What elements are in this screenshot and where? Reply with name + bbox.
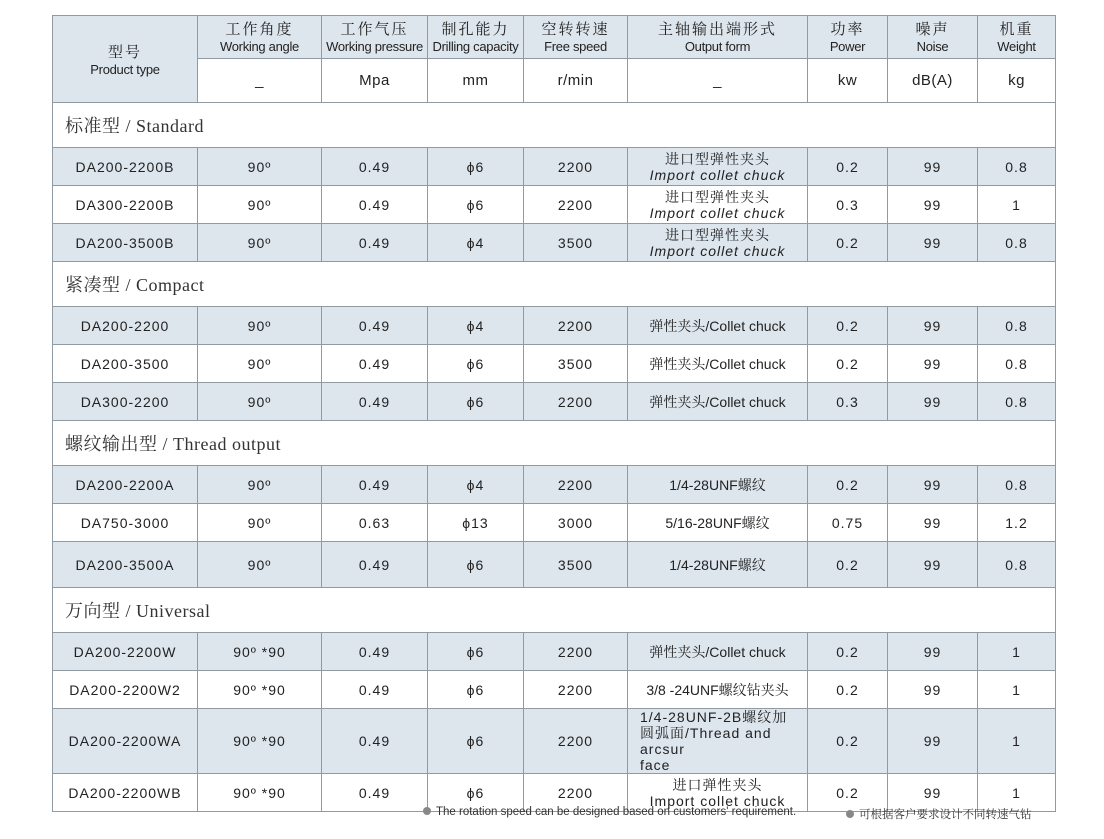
unit-row — [53, 59, 1056, 103]
header-en: Product type — [90, 61, 160, 77]
cell-noise: 99 — [888, 504, 978, 542]
unit-drilling-capacity: mm — [428, 59, 524, 103]
footnote-cn-text: 可根据客户要求设计不同转速气钻 — [859, 809, 1032, 821]
table-row — [53, 148, 1056, 186]
output-cn: 进口型弹性夹头 — [665, 226, 770, 243]
cell-speed: 3000 — [524, 504, 628, 542]
header-en: Free speed — [544, 38, 607, 54]
footnote-en — [423, 806, 796, 818]
output-line: 1/4-28UNF-2B螺纹加 — [640, 709, 788, 725]
cell-angle: 90º *90 — [198, 774, 322, 812]
cell-noise: 99 — [888, 345, 978, 383]
cell-noise: 99 — [888, 633, 978, 671]
cell-capacity: ϕ6 — [428, 633, 524, 671]
unit-working-angle: _ — [198, 59, 322, 103]
cell-output-form: 3/8 -24UNF螺纹钻夹头 — [628, 671, 808, 709]
cell-noise: 99 — [888, 307, 978, 345]
table-row — [53, 224, 1056, 262]
cell-weight: 0.8 — [978, 307, 1056, 345]
cell-model: DA200-2200A — [53, 466, 198, 504]
output-en: Import collet chuck — [649, 792, 786, 809]
cell-capacity: ϕ13 — [428, 504, 524, 542]
cell-power: 0.3 — [808, 383, 888, 421]
cell-angle: 90º *90 — [198, 671, 322, 709]
cell-angle: 90º — [198, 224, 322, 262]
cell-weight: 1 — [978, 633, 1056, 671]
cell-power: 0.2 — [808, 709, 888, 774]
cell-output-form — [628, 148, 808, 186]
footnote-en-text: The rotation speed can be designed based on customers' requirement. — [436, 806, 797, 818]
cell-power: 0.2 — [808, 224, 888, 262]
header-en: Output form — [684, 38, 751, 54]
section-header-compact — [53, 262, 1056, 307]
cell-pressure: 0.49 — [322, 307, 428, 345]
unit-output-form: _ — [628, 59, 808, 103]
table-row — [53, 709, 1056, 774]
header-row — [53, 16, 1056, 59]
cell-angle: 90º — [198, 307, 322, 345]
cell-angle: 90º — [198, 148, 322, 186]
section-title: 螺纹输出型 / Thread output — [53, 421, 1056, 466]
bullet-icon — [423, 807, 431, 815]
header-en: Power — [829, 38, 866, 54]
cell-noise: 99 — [888, 186, 978, 224]
cell-model: DA300-2200 — [53, 383, 198, 421]
spec-table-body — [53, 103, 1056, 812]
cell-speed: 2200 — [524, 774, 628, 812]
cell-weight: 1 — [978, 709, 1056, 774]
cell-speed: 2200 — [524, 186, 628, 224]
unit-noise: dB(A) — [888, 59, 978, 103]
section-header-universal — [53, 588, 1056, 633]
cell-capacity: ϕ6 — [428, 345, 524, 383]
cell-model: DA200-2200WB — [53, 774, 198, 812]
cell-angle: 90º — [198, 186, 322, 224]
cell-noise: 99 — [888, 542, 978, 588]
cell-speed: 2200 — [524, 709, 628, 774]
cell-weight: 0.8 — [978, 383, 1056, 421]
table-row — [53, 633, 1056, 671]
cell-model: DA200-3500B — [53, 224, 198, 262]
header-weight — [978, 16, 1056, 59]
unit-power: kw — [808, 59, 888, 103]
cell-power: 0.2 — [808, 774, 888, 812]
cell-weight: 0.8 — [978, 148, 1056, 186]
header-en: Noise — [916, 38, 949, 54]
header-power — [808, 16, 888, 59]
cell-angle: 90º — [198, 345, 322, 383]
cell-output-form: 5/16-28UNF螺纹 — [628, 504, 808, 542]
cell-noise: 99 — [888, 709, 978, 774]
unit-weight: kg — [978, 59, 1056, 103]
table-row — [53, 504, 1056, 542]
header-free-speed — [524, 16, 628, 59]
output-cn: 进口型弹性夹头 — [665, 150, 770, 167]
cell-output-form: 弹性夹头/Collet chuck — [628, 345, 808, 383]
cell-angle: 90º *90 — [198, 633, 322, 671]
cell-capacity: ϕ6 — [428, 671, 524, 709]
output-cn: 进口弹性夹头 — [672, 776, 763, 793]
header-working-angle — [198, 16, 322, 59]
table-row — [53, 186, 1056, 224]
table-row — [53, 466, 1056, 504]
cell-output-form — [628, 186, 808, 224]
cell-speed: 3500 — [524, 345, 628, 383]
cell-pressure: 0.49 — [322, 774, 428, 812]
cell-capacity: ϕ6 — [428, 542, 524, 588]
cell-power: 0.2 — [808, 671, 888, 709]
unit-free-speed: r/min — [524, 59, 628, 103]
output-line: 圆弧面/Thread and arcsur — [640, 725, 772, 757]
header-cn: 空转转速 — [541, 20, 610, 38]
header-cn: 主轴输出端形式 — [657, 20, 777, 38]
cell-power: 0.2 — [808, 148, 888, 186]
cell-noise: 99 — [888, 148, 978, 186]
cell-output-form: 弹性夹头/Collet chuck — [628, 383, 808, 421]
table-row — [53, 383, 1056, 421]
header-cn: 机重 — [999, 20, 1034, 38]
cell-pressure: 0.63 — [322, 504, 428, 542]
cell-power: 0.75 — [808, 504, 888, 542]
cell-weight: 1.2 — [978, 504, 1056, 542]
cell-noise: 99 — [888, 466, 978, 504]
cell-capacity: ϕ6 — [428, 709, 524, 774]
cell-pressure: 0.49 — [322, 709, 428, 774]
cell-speed: 3500 — [524, 542, 628, 588]
cell-power: 0.2 — [808, 307, 888, 345]
cell-pressure: 0.49 — [322, 186, 428, 224]
cell-capacity: ϕ4 — [428, 307, 524, 345]
cell-output-form: 1/4-28UNF螺纹 — [628, 542, 808, 588]
cell-pressure: 0.49 — [322, 224, 428, 262]
cell-capacity: ϕ4 — [428, 466, 524, 504]
header-cn: 工作气压 — [340, 20, 409, 38]
cell-speed: 2200 — [524, 671, 628, 709]
cell-weight: 1 — [978, 774, 1056, 812]
table-row — [53, 307, 1056, 345]
cell-model: DA200-3500 — [53, 345, 198, 383]
section-title: 万向型 / Universal — [53, 588, 1056, 633]
cell-angle: 90º *90 — [198, 709, 322, 774]
cell-output-form — [628, 709, 808, 774]
header-cn: 噪声 — [915, 20, 950, 38]
cell-speed: 2200 — [524, 633, 628, 671]
cell-noise: 99 — [888, 224, 978, 262]
header-working-pressure — [322, 16, 428, 59]
cell-pressure: 0.49 — [322, 633, 428, 671]
cell-model: DA750-3000 — [53, 504, 198, 542]
table-row — [53, 542, 1056, 588]
cell-weight: 0.8 — [978, 466, 1056, 504]
cell-angle: 90º — [198, 542, 322, 588]
section-title: 标准型 / Standard — [53, 103, 1056, 148]
cell-pressure: 0.49 — [322, 383, 428, 421]
cell-model: DA300-2200B — [53, 186, 198, 224]
cell-speed: 2200 — [524, 148, 628, 186]
cell-angle: 90º — [198, 504, 322, 542]
cell-capacity: ϕ6 — [428, 774, 524, 812]
cell-model: DA200-2200 — [53, 307, 198, 345]
cell-power: 0.2 — [808, 345, 888, 383]
bullet-icon — [846, 810, 854, 818]
cell-pressure: 0.49 — [322, 671, 428, 709]
cell-power: 0.2 — [808, 542, 888, 588]
cell-weight: 1 — [978, 671, 1056, 709]
header-en: Drilling capacity — [432, 38, 519, 54]
header-en: Weight — [997, 38, 1036, 54]
cell-capacity: ϕ6 — [428, 148, 524, 186]
cell-output-form: 1/4-28UNF螺纹 — [628, 466, 808, 504]
cell-model: DA200-2200B — [53, 148, 198, 186]
table-row — [53, 345, 1056, 383]
header-cn: 功率 — [830, 20, 865, 38]
header-cn: 型号 — [107, 43, 142, 61]
cell-pressure: 0.49 — [322, 466, 428, 504]
header-output-form — [628, 16, 808, 59]
cell-pressure: 0.49 — [322, 542, 428, 588]
header-en: Working pressure — [326, 38, 423, 54]
cell-noise: 99 — [888, 774, 978, 812]
cell-model: DA200-2200W2 — [53, 671, 198, 709]
cell-speed: 2200 — [524, 383, 628, 421]
cell-output-form — [628, 224, 808, 262]
cell-noise: 99 — [888, 671, 978, 709]
cell-model: DA200-2200WA — [53, 709, 198, 774]
section-header-standard — [53, 103, 1056, 148]
cell-weight: 1 — [978, 186, 1056, 224]
header-cn: 工作角度 — [225, 20, 294, 38]
cell-speed: 3500 — [524, 224, 628, 262]
output-cn: 进口型弹性夹头 — [665, 188, 770, 205]
output-line: face — [640, 757, 671, 773]
cell-capacity: ϕ4 — [428, 224, 524, 262]
section-header-thread-output — [53, 421, 1056, 466]
cell-angle: 90º — [198, 466, 322, 504]
cell-power: 0.2 — [808, 633, 888, 671]
cell-capacity: ϕ6 — [428, 383, 524, 421]
table-row — [53, 671, 1056, 709]
cell-capacity: ϕ6 — [428, 186, 524, 224]
section-title: 紧凑型 / Compact — [53, 262, 1056, 307]
output-en: Import collet chuck — [649, 242, 786, 259]
header-noise — [888, 16, 978, 59]
cell-speed: 2200 — [524, 307, 628, 345]
cell-weight: 0.8 — [978, 345, 1056, 383]
unit-working-pressure: Mpa — [322, 59, 428, 103]
header-en: Working angle — [220, 38, 299, 54]
cell-weight: 0.8 — [978, 542, 1056, 588]
header-cn: 制孔能力 — [441, 20, 510, 38]
cell-speed: 2200 — [524, 466, 628, 504]
cell-power: 0.3 — [808, 186, 888, 224]
cell-power: 0.2 — [808, 466, 888, 504]
cell-model: DA200-3500A — [53, 542, 198, 588]
spec-table — [52, 15, 1056, 812]
output-en: Import collet chuck — [649, 166, 786, 183]
cell-model: DA200-2200W — [53, 633, 198, 671]
footnote-cn — [846, 806, 1032, 822]
cell-output-form: 弹性夹头/Collet chuck — [628, 633, 808, 671]
header-drilling-capacity — [428, 16, 524, 59]
cell-pressure: 0.49 — [322, 148, 428, 186]
header-product-type — [53, 16, 198, 103]
cell-output-form: 弹性夹头/Collet chuck — [628, 307, 808, 345]
cell-weight: 0.8 — [978, 224, 1056, 262]
cell-angle: 90º — [198, 383, 322, 421]
output-en: Import collet chuck — [649, 204, 786, 221]
cell-noise: 99 — [888, 383, 978, 421]
cell-pressure: 0.49 — [322, 345, 428, 383]
